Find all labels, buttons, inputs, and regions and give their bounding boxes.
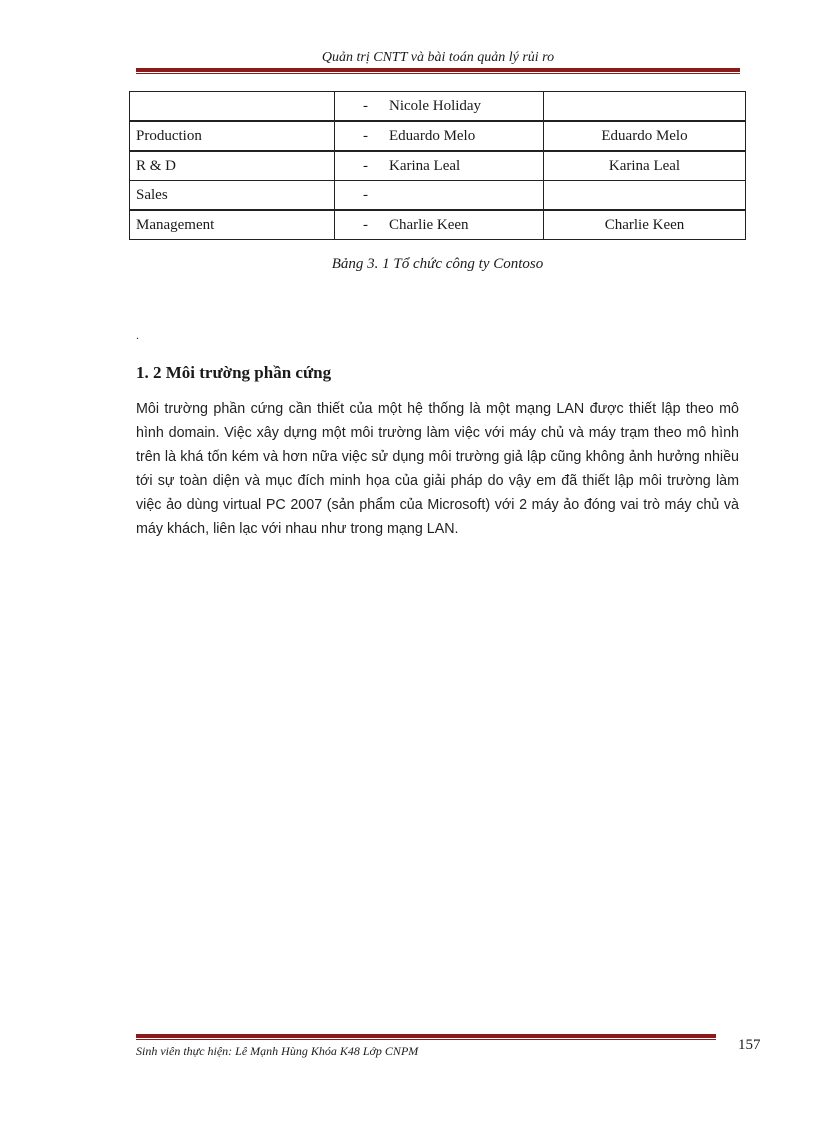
header-rule-thick — [136, 68, 740, 72]
member-name: Charlie Keen — [389, 216, 469, 233]
page-number: 157 — [738, 1037, 761, 1053]
dash-mark: - — [363, 127, 368, 144]
section-heading: 1. 2 Môi trường phần cứng — [136, 363, 332, 382]
members-cell — [335, 151, 544, 181]
head-cell: Eduardo Melo — [544, 121, 746, 151]
members-cell — [335, 92, 544, 122]
head-cell — [544, 92, 746, 122]
members-cell — [335, 121, 544, 151]
dept-cell — [130, 92, 335, 122]
table-row — [130, 181, 746, 211]
stray-mark: . — [136, 328, 139, 342]
section-paragraph: Môi trường phần cứng cần thiết của một hệ thống là một mạng LAN được thiết lập theo mô hình domain. Việc xây dựng một môi trường làm việc với máy chủ và máy trạm theo mô hình trên là khá tốn kém và hơn nữa việc sử dụng môi trường giả lập cũng không ảnh hưởng nhiều tới sự toàn diện và mục đích minh họa của giải pháp do vậy em đã thiết lập môi trường làm việc ảo dùng virtual PC 2007 (sản phẩm của Microsoft) với 2 máy ảo đóng vai trò máy chủ và máy khách, liên lạc với nhau như trong mạng LAN. — [136, 401, 739, 537]
table-row — [130, 92, 746, 122]
dash-mark: - — [363, 157, 368, 174]
dept-cell: Sales — [130, 181, 335, 211]
table-row — [130, 151, 746, 181]
dept-cell: Production — [130, 121, 335, 151]
member-name: Nicole Holiday — [389, 97, 482, 114]
members-cell — [335, 210, 544, 240]
dept-cell: Management — [130, 210, 335, 240]
head-cell — [544, 181, 746, 211]
table-row — [130, 121, 746, 151]
dash-mark: - — [363, 97, 368, 114]
head-cell: Charlie Keen — [544, 210, 746, 240]
footer-rule-thick — [136, 1034, 716, 1038]
dept-cell: R & D — [130, 151, 335, 181]
members-cell — [335, 181, 544, 211]
table-caption: Bảng 3. 1 Tổ chức công ty Contoso — [331, 256, 544, 272]
dash-mark: - — [363, 216, 368, 233]
member-name: Eduardo Melo — [389, 127, 476, 144]
page-header-title: Quản trị CNTT và bài toán quản lý rủi ro — [321, 50, 555, 65]
head-cell: Karina Leal — [544, 151, 746, 181]
table-row — [130, 210, 746, 240]
footer-rule-thin — [136, 1039, 716, 1040]
org-table — [129, 91, 746, 240]
footer-author: Sinh viên thực hiện: Lê Mạnh Hùng Khóa K48 Lớp CNPM — [136, 1044, 419, 1058]
member-name: Karina Leal — [389, 157, 461, 174]
dash-mark: - — [363, 186, 368, 203]
header-rule-thin — [136, 73, 740, 74]
